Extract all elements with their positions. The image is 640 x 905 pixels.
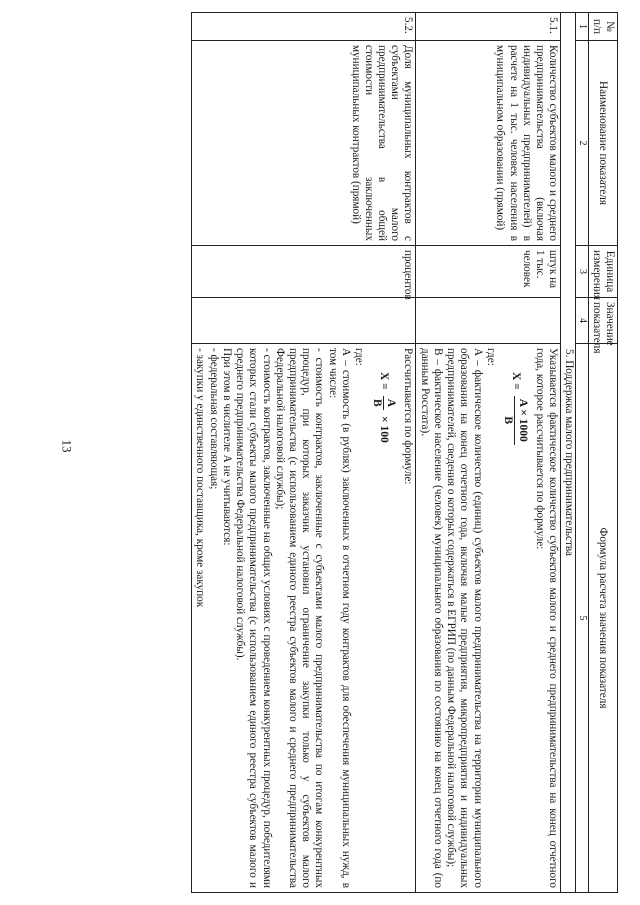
formula-definition: В – фактическое население (человек) муниципального образования по состоянию на конец отчетного года (по данным Росстата).: [418, 348, 444, 888]
formula: [365, 348, 401, 888]
header-unit: Единица измерения: [588, 246, 617, 298]
formula-definition: - стоимость контрактов, заключенные с субъектами малого предпринимательства по итогам конкурентных процедур, при которых заказчик установил ограничение закупки только у субъектов малого предпринимательства (с использованием единого реестра субъектов малого и среднего предпринимательства Федеральной налоговой службы);: [273, 348, 326, 888]
formula-where: где:: [484, 348, 497, 366]
header-name: Наименование показателя: [588, 41, 617, 246]
header-formula: Формула расчета значения показателя: [588, 344, 617, 893]
formula-cell: [416, 344, 561, 893]
indicators-table: [191, 12, 618, 893]
formula-where: где:: [353, 348, 366, 366]
header-num: № п/п: [588, 13, 617, 41]
formula-intro: Указывается фактическое количество субъектов малого и среднего предпринимательства на конец отчетного года, которое рассчитывается по формуле:: [534, 348, 560, 888]
row-number: 5.1.: [416, 13, 561, 41]
table-row: [416, 13, 561, 893]
formula-definition: - закупки у единственного поставщика, кроме закупок: [194, 348, 207, 608]
indicator-unit: процентов: [192, 246, 416, 298]
column-number: 2: [575, 41, 588, 246]
formula-intro: Рассчитывается по формуле:: [402, 348, 415, 485]
formula-numerator: A × 1000: [514, 396, 529, 445]
column-number-row: [575, 13, 588, 893]
formula-denominator: B: [502, 416, 515, 425]
formula-numerator: A: [383, 396, 398, 410]
indicator-value: [192, 298, 416, 344]
formula-definition: А – фактическое количество (единиц) субъектов малого предпринимательства на территории муниципального образования на конец отчетного года, включая малые предприятия, микропредприятия и индивидуальных предпринимателей, сведения о которых содержаться в ЕГРИП (по данным Федеральной налоговой службы);: [445, 348, 484, 888]
table-row: [192, 13, 416, 893]
formula-denominator: B: [370, 399, 383, 407]
page-number: 13: [59, 439, 75, 453]
header-row: [588, 13, 617, 893]
column-number: 3: [575, 246, 588, 298]
indicator-value: [416, 298, 561, 344]
formula-definition: - федеральная составляющая;: [207, 348, 220, 490]
column-number: 5: [575, 344, 588, 893]
header-value: Значение показателя: [588, 298, 617, 344]
formula-lhs: X =: [377, 372, 390, 390]
indicator-unit: штук на 1 тыс. человек: [416, 246, 561, 298]
section-title: 5. Поддержка малого предпринимательства: [561, 13, 575, 893]
formula-fraction: [369, 396, 397, 410]
row-number: 5.2.: [192, 13, 416, 41]
formula-tail: × 100: [377, 416, 390, 443]
formula-lhs: X =: [509, 372, 522, 390]
formula-cell: [192, 344, 416, 893]
formula-definition: А – стоимость (в рублях) заключенных в отчетном году контрактов для обеспечения муниципальных нужд, в том числе:: [326, 348, 352, 888]
formula-fraction: [501, 396, 529, 445]
indicator-name: Доля муниципальных контрактов с субъектами малого предпринимательства в общей стоимости заключенных муниципальных контрактов (прямой): [192, 41, 416, 246]
indicator-name: Количество субъектов малого и среднего предпринимательства (включая индивидуальных предпринимателей) в расчете на 1 тыс. человек населения в муниципальном образовании (прямой): [416, 41, 561, 246]
formula-definition: При этом в числителе А не учитываются:: [220, 348, 233, 546]
column-number: 1: [575, 13, 588, 41]
formula-definition: - стоимость контрактов, заключенные на общих условиях с проведением конкурентных процедур, победителями которых стали субъекты малого предпринимательства (с использованием единого реестра субъектов малого и среднего предпринимательства Федеральной налоговой службы).: [234, 348, 273, 888]
column-number: 4: [575, 298, 588, 344]
rotated-page-content: [83, 12, 618, 892]
formula: [497, 348, 533, 888]
section-row: [561, 13, 575, 893]
